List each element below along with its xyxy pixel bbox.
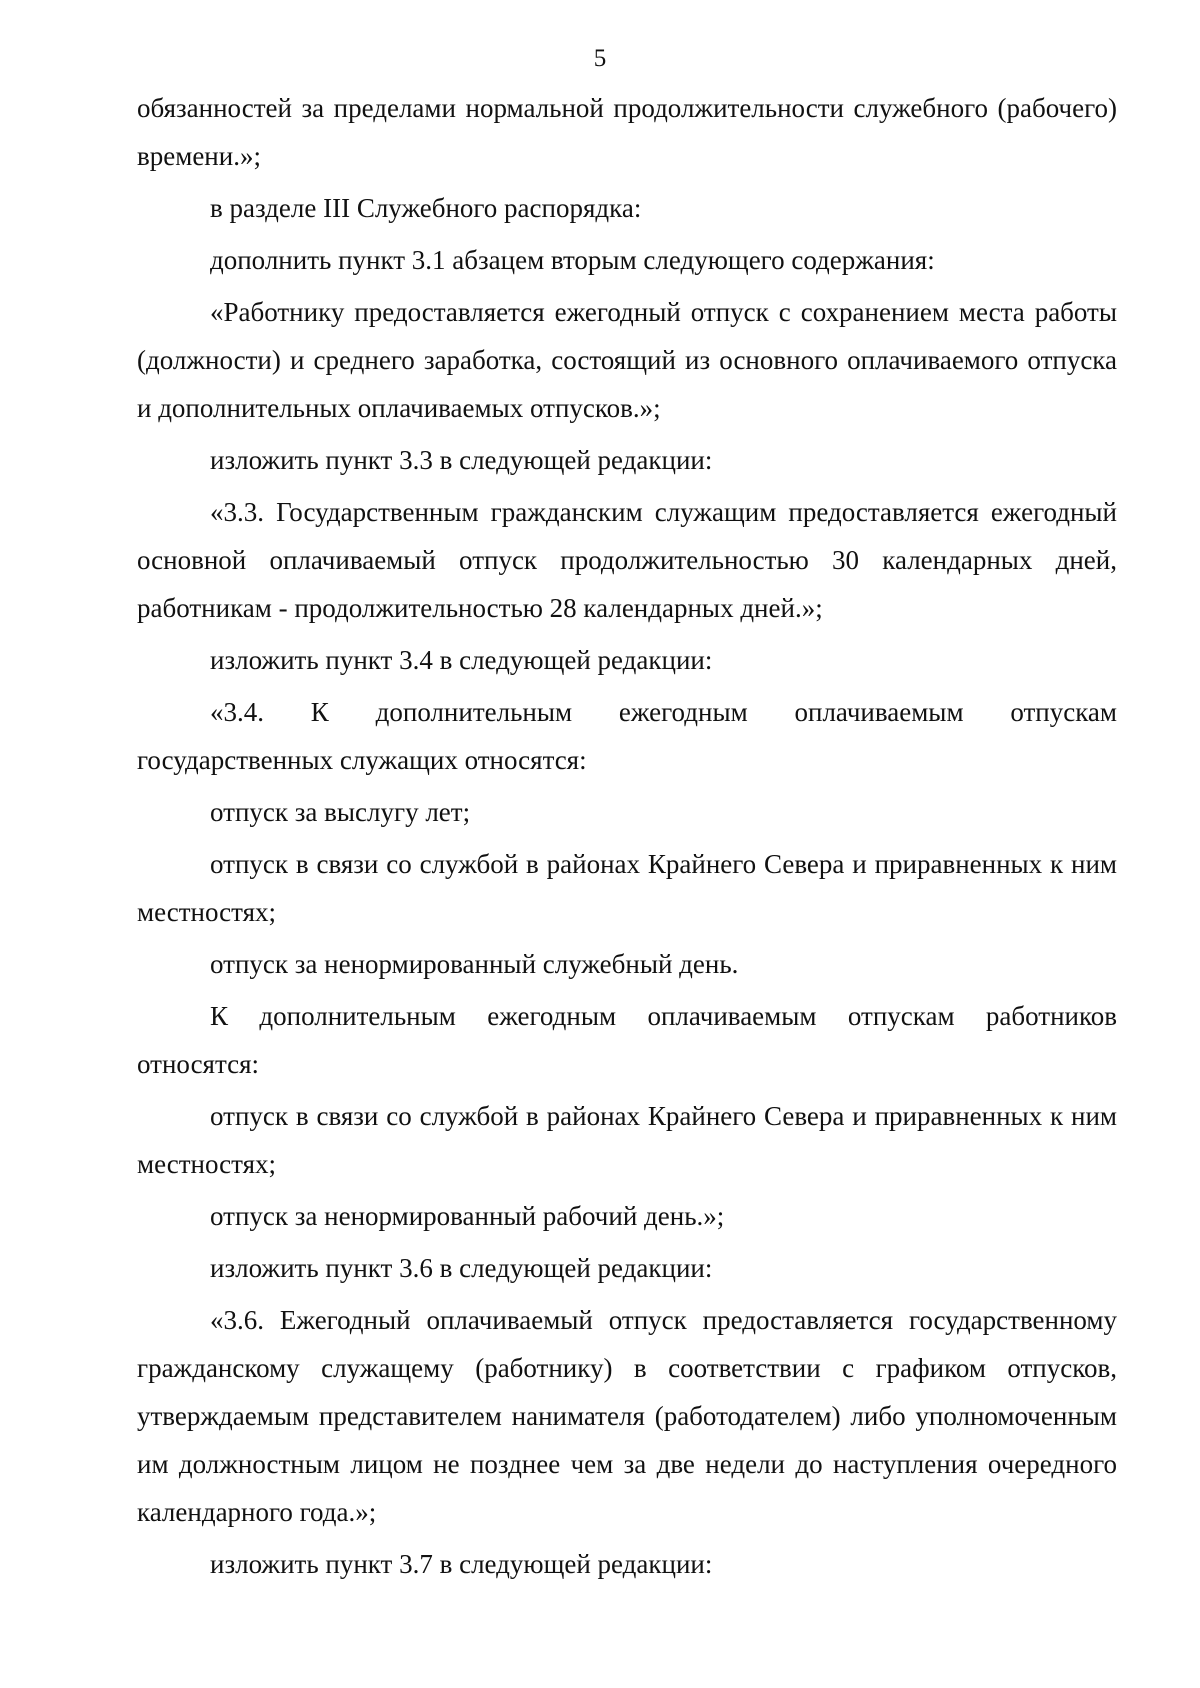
- paragraph-6: «3.3. Государственным гражданским служащим предоставляется ежегодный основной оплачиваемый отпуск продолжительностью 30 календарных дней, работникам - продолжительностью 28 календарных дней.»;: [137, 497, 1117, 623]
- paragraph-8: «3.4. К дополнительным ежегодным оплачиваемым отпускам государственных служащих относятся:: [137, 697, 1117, 775]
- paragraph-3: дополнить пункт 3.1 абзацем вторым следующего содержания:: [210, 245, 935, 275]
- paragraph-4: «Работнику предоставляется ежегодный отпуск с сохранением места работы (должности) и среднего заработка, состоящий из основного оплачиваемого отпуска и дополнительных оплачиваемых отпусков.»;: [137, 297, 1117, 423]
- paragraph-10: отпуск в связи со службой в районах Крайнего Севера и приравненных к ним местностях;: [137, 849, 1117, 927]
- paragraph-1: обязанностей за пределами нормальной продолжительности служебного (рабочего) времени.»;: [137, 93, 1117, 171]
- paragraph-12: К дополнительным ежегодным оплачиваемым отпускам работников относятся:: [137, 1001, 1117, 1079]
- paragraph-5: изложить пункт 3.3 в следующей редакции:: [210, 445, 713, 475]
- paragraph-16: «3.6. Ежегодный оплачиваемый отпуск предоставляется государственному гражданскому служащему (работнику) в соответствии с графиком отпусков, утверждаемым представителем нанимателя (работодателем) либо уполномоченным им должностным лицом не позднее чем за две недели до наступления очередного календарного года.»;: [137, 1305, 1117, 1527]
- page-number: 5: [593, 45, 607, 72]
- paragraph-2: в разделе III Служебного распорядка:: [210, 193, 642, 223]
- paragraph-14: отпуск за ненормированный рабочий день.»;: [210, 1201, 725, 1231]
- paragraph-13: отпуск в связи со службой в районах Крайнего Севера и приравненных к ним местностях;: [137, 1101, 1117, 1179]
- paragraph-7: изложить пункт 3.4 в следующей редакции:: [210, 645, 713, 675]
- document-body: [137, 84, 1117, 1592]
- paragraph-17: изложить пункт 3.7 в следующей редакции:: [210, 1549, 713, 1579]
- paragraph-11: отпуск за ненормированный служебный день.: [210, 949, 739, 979]
- paragraph-15: изложить пункт 3.6 в следующей редакции:: [210, 1253, 713, 1283]
- paragraph-9: отпуск за выслугу лет;: [210, 797, 471, 827]
